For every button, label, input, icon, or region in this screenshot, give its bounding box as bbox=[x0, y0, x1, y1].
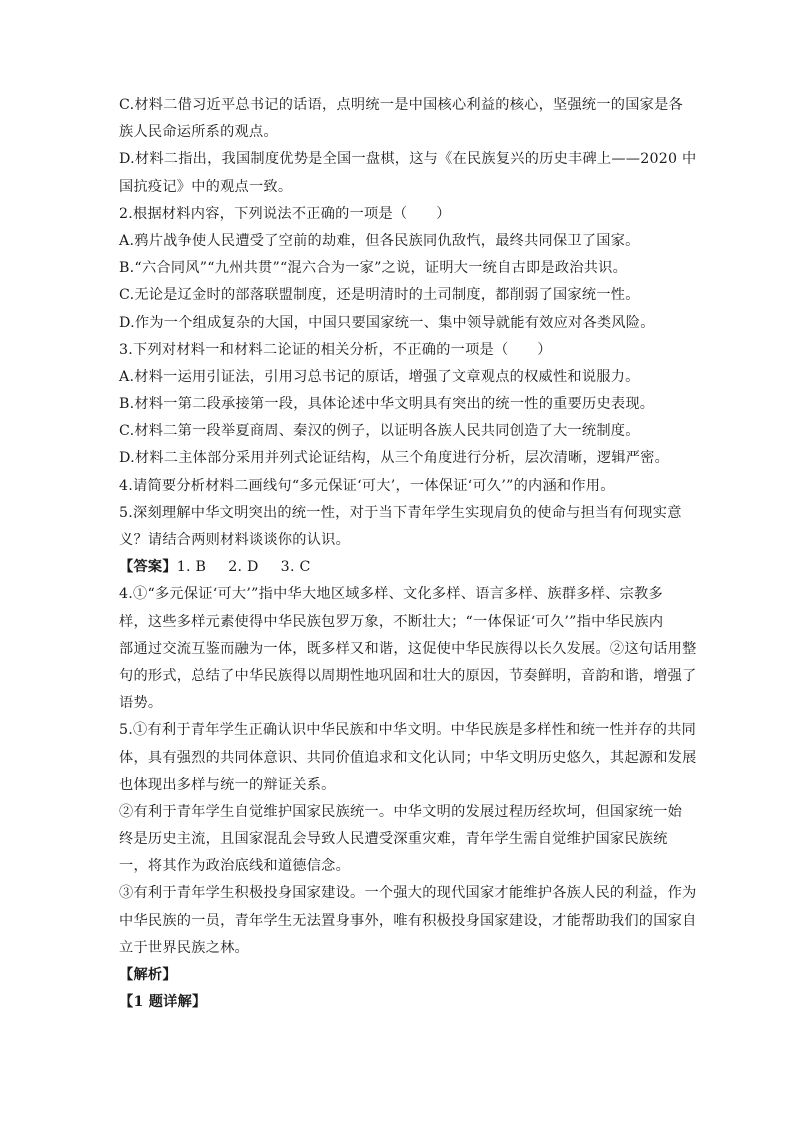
explain-line: 体，具有强烈的共同体意识、共同价值追求和文化认同；中华文明历史悠久，其起源和发展 bbox=[119, 749, 697, 766]
document-page bbox=[119, 92, 697, 1016]
answer-label: 【答案】 bbox=[119, 559, 177, 576]
explain-line: 一，将其作为政治底线和道德信念。 bbox=[119, 858, 351, 875]
explain-line: 样，这些多样元素使得中华民族包罗万象，不断壮大；“一体保证‘可久’”指中华民族内 bbox=[119, 613, 664, 630]
text-line: D.材料二指出，我国制度优势是全国一盘棋，这与《在民族复兴的历史丰碑上——2020 中 bbox=[119, 151, 697, 168]
option-line: B.材料一第二段承接第一段，具体论述中华文明具有突出的统一性的重要历史表现。 bbox=[119, 396, 655, 413]
explain-line: 4.①“多元保证‘可大’”指中华大地区域多样、文化多样、语言多样、族群多样、宗教多 bbox=[119, 586, 663, 603]
explain-line: 终是历史主流，且国家混乱会导致人民遭受深重灾难，青年学生需自觉维护国家民族统 bbox=[119, 831, 668, 848]
question-5: 5.深刻理解中华文明突出的统一性，对于当下青年学生实现肩负的使命与担当有何现实意 bbox=[119, 504, 682, 521]
question-2: 2.根据材料内容，下列说法不正确的一项是（ ） bbox=[119, 205, 451, 222]
explain-line: 部通过交流互鉴而融为一体，既多样又和谐，这促使中华民族得以长久发展。②这句话用整 bbox=[119, 640, 697, 657]
question-3: 3.下列对材料一和材料二论证的相关分析，不正确的一项是（ ） bbox=[119, 341, 552, 358]
option-line: A.鸦片战争使人民遭受了空前的劫难，但各民族同仇敌忾，最终共同保卫了国家。 bbox=[119, 232, 640, 249]
explain-line: 5.①有利于青年学生正确认识中华民族和中华文明。中华民族是多样性和统一性并存的共同 bbox=[119, 722, 697, 739]
text-line: 国抗疫记》中的观点一致。 bbox=[119, 178, 293, 195]
explain-line: 中华民族的一员，青年学生无法置身事外，唯有积极投身国家建设，才能帮助我们的国家自 bbox=[119, 912, 697, 929]
option-line: D.材料二主体部分采用并列式论证结构，从三个角度进行分析，层次清晰，逻辑严密。 bbox=[119, 450, 670, 467]
option-line: A.材料一运用引证法，引用习总书记的原话，增强了文章观点的权威性和说服力。 bbox=[119, 368, 640, 385]
detail-label: 【1 题详解】 bbox=[119, 994, 207, 1011]
option-line: B.“六合同风”“九州共贯”“混六合为一家”之说，证明大一统自古即是政治共识。 bbox=[119, 260, 628, 277]
explain-line: ②有利于青年学生自觉维护国家民族统一。中华文明的发展过程历经坎坷，但国家统一始 bbox=[119, 803, 683, 820]
explain-line: 也体现出多样与统一的辩证关系。 bbox=[119, 776, 336, 793]
answer-line bbox=[119, 554, 679, 581]
option-line: C.材料二第一段举夏商周、秦汉的例子，以证明各族人民共同创造了大一统制度。 bbox=[119, 423, 640, 440]
explain-line: 立于世界民族之林。 bbox=[119, 939, 249, 956]
option-line: D.作为一个组成复杂的大国，中国只要国家统一、集中领导就能有效应对各类风险。 bbox=[119, 314, 655, 331]
answer-item: 1. B bbox=[176, 559, 207, 576]
text-line: 义？请结合两则材料谈谈你的认识。 bbox=[119, 532, 351, 548]
explain-line: 句的形式，总结了中华民族得以周期性地巩固和壮大的原因，节奏鲜明，音韵和谐，增强了 bbox=[119, 667, 697, 684]
analysis-label: 【解析】 bbox=[119, 967, 177, 983]
explain-line: ③有利于青年学生积极投身国家建设。一个强大的现代国家才能维护各族人民的利益，作为 bbox=[119, 885, 697, 902]
text-line: C.材料二借习近平总书记的话语，点明统一是中国核心利益的核心，坚强统一的国家是各 bbox=[119, 97, 683, 113]
option-line: C.无论是辽金时的部落联盟制度，还是明清时的土司制度，都削弱了国家统一性。 bbox=[119, 287, 640, 304]
answer-item: 2. D bbox=[228, 559, 259, 576]
answer-item: 3. C bbox=[280, 559, 311, 576]
explain-line: 语势。 bbox=[119, 695, 163, 712]
text-line: 族人民命运所系的观点。 bbox=[119, 124, 278, 141]
question-4: 4.请简要分析材料二画线句“多元保证‘可大’，一体保证‘可久’”的内涵和作用。 bbox=[119, 477, 615, 494]
